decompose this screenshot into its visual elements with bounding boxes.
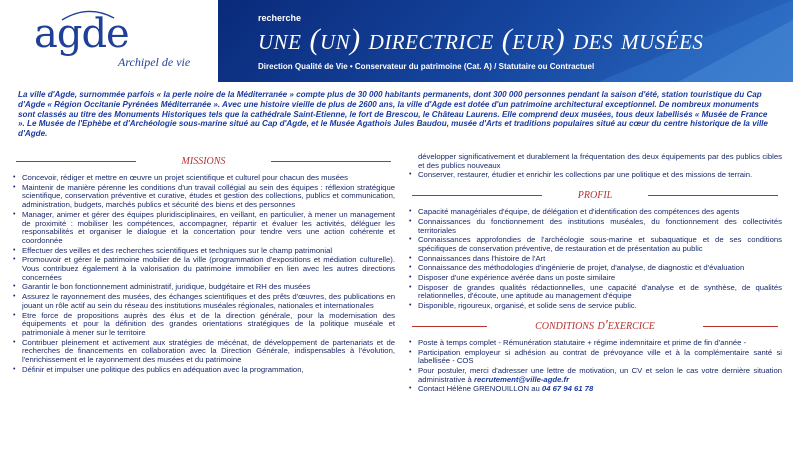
list-item: développer significativement et durablement la fréquentation des deux équipements par des publics cibles et des publics nouveaux [418,152,782,170]
list-item: • Connaissances dans l'histoire de l'Art [409,253,546,263]
list-item: • Connaissances approfondies de l'archéologie sous-marine et subaquatique et de ses conditions spécifiques de conservation préventive, de restauration et de présentation au public [409,235,782,253]
missions-list [12,174,395,374]
conditions-list [408,339,782,394]
page-subtitle: Direction Qualité de Vie • Conservateur du patrimoine (Cat. A) / Statutaire ou Contractuel [258,62,595,71]
list-item: • Disponible, rigoureux, organisé, et solide sens de service public. [409,301,637,311]
list-item: • Concevoir, rédiger et mettre en œuvre un projet scientifique et culturel pour chacun des musées [13,173,349,182]
list-item: • Disposer de grandes qualités rédactionnelles, une capacité d'analyse et de synthèse, de qualités relationnelles, d'écoute, une aptitude au management d'équipe [409,282,782,301]
list-item: • Connaissances du fonctionnement des institutions muséales, du fonctionnement des collectivités territoriales [409,216,782,235]
list-item: • Définir et impulser une politique des publics en adéquation avec la programmation, [13,364,304,374]
list-item: • Effectuer des veilles et des recherches scientifiques et techniques sur le champ patrimonial [13,245,333,255]
list-item: • Contact Hélène GRENOUILLON au 04 67 94 61 78 [409,384,594,394]
logo-tagline: Archipel de vie [118,55,191,69]
list-item: • Contribuer pleinement et activement aux stratégies de mécénat, de développement de partenariats et de recherches de financements en collaboration avec la Direction Générale, indispensables à l'évolution, l'enrichissement et le rayonnement des musées et du patrimoine [13,337,395,365]
conditions-title: conditions d'exercice [408,319,782,333]
list-item: • Assurez le rayonnement des musées, des échanges scientifiques et des prêts d'œuvres, des publications en jouant un rôle actif au sein du réseau des institutions muséales régionales, nationales et internationales [13,292,395,310]
intro-paragraph: La ville d'Agde, surnommée parfois « la perle noire de la Méditerranée » compte plus de 30 000 habitants permanents, dont 300 000 personnes pendant la saison d'été, station touristique du Cap d'Agde « Région Occitanie Pyrénées Méditerranée ». Avec une histoire vieille de plus de 2600 ans, la ville d'Agde est dotée d'un patrimoine architectural exceptionnel. De nombreux monuments sont classés au titre des Monuments Historiques tels que la cathédrale Saint-Etienne, le fort de Brescou, le Château Laurens. Elle comprend deux musées, tous deux labellisés « Musée de France ». Le Musée de l'Ephèbe et d'Archéologie sous-marine situé au Cap d'Agde, et le Musée Agathois Jules Baudou, musée d'Arts et traditions populaires situé au cœur du centre historique de la ville d'Agde. [18,90,768,139]
right-column [408,153,782,395]
logo [0,0,218,82]
missions-title: missions [12,154,395,168]
missions-column [12,152,395,375]
logo-text: agde [34,11,129,57]
list-item: • Connaissance des méthodologies d'ingénierie de projet, d'analyse, de diagnostic et d'évaluation [409,263,745,273]
page-title: une (un) directrice (eur) des musées [258,23,704,56]
list-item: • Garantir le bon fonctionnement administratif, juridique, budgétaire et RH des musées [13,282,311,292]
list-item: • Etre force de propositions auprès des élus et de la direction générale, pour la modernisation des équipements et pour la définition des grandes orientations stratégiques de la politique muséale et patrimoniale à mener sur le territoire [13,310,395,337]
profil-title: profil [408,188,782,202]
header [0,0,793,82]
list-item: • Pour postuler, merci d'adresser une lettre de motivation, un CV et selon le cas votre dernière situation administrative à recrutement@ville-agde.fr [409,365,782,384]
list-item: • Poste à temps complet - Rémunération statutaire + régime indemnitaire et prime de fin d'année - [409,337,747,347]
list-item: • Maintenir de manière pérenne les conditions d'un travail collégial au sein des équipes : réflexion stratégique scientifique, conservation préventive et curative, études et gestion des collections, publics et communication, administration, budgets, marchés publics et sécurité des biens et des personnes [13,182,395,210]
profil-list [408,208,782,311]
email-link[interactable]: recrutement@ville-agde.fr [473,374,570,384]
list-item: • Conserver, restaurer, étudier et enrichir les collections par une politique et des missions de terrain. [409,170,753,180]
list-item: • Disposer d'une expérience avérée dans un poste similaire [409,273,616,283]
list-item: • Manager, animer et gérer des équipes pluridisciplinaires, en veillant, en particulier, à mener un management de proximité : mobiliser les compétences, accompagner, répartir et évaluer les activités, déléguer les responsabilités et organiser le dialogue et la concertation pour tendre vers une action cohérente et coordonnée [13,209,395,245]
kicker-text: recherche [258,13,302,23]
contact-phone[interactable]: 04 67 94 61 78 [541,384,594,394]
title-banner [218,0,793,82]
list-item: • Participation employeur si adhésion au contrat de prévoyance ville et à la complémentaire santé si labellisée - COS [409,347,782,366]
list-item: • Promouvoir et gérer le patrimoine mobilier de la ville (programmation d'expositions et médiation culturelle). Vous contribuez également à la valorisation du patrimoine immobilier en lien avec les autres directions concernées [13,255,395,282]
list-item: • Capacité managériales d'équipe, de délégation et d'identification des compétences des agents [409,207,740,217]
missions-continued-list [408,153,782,180]
